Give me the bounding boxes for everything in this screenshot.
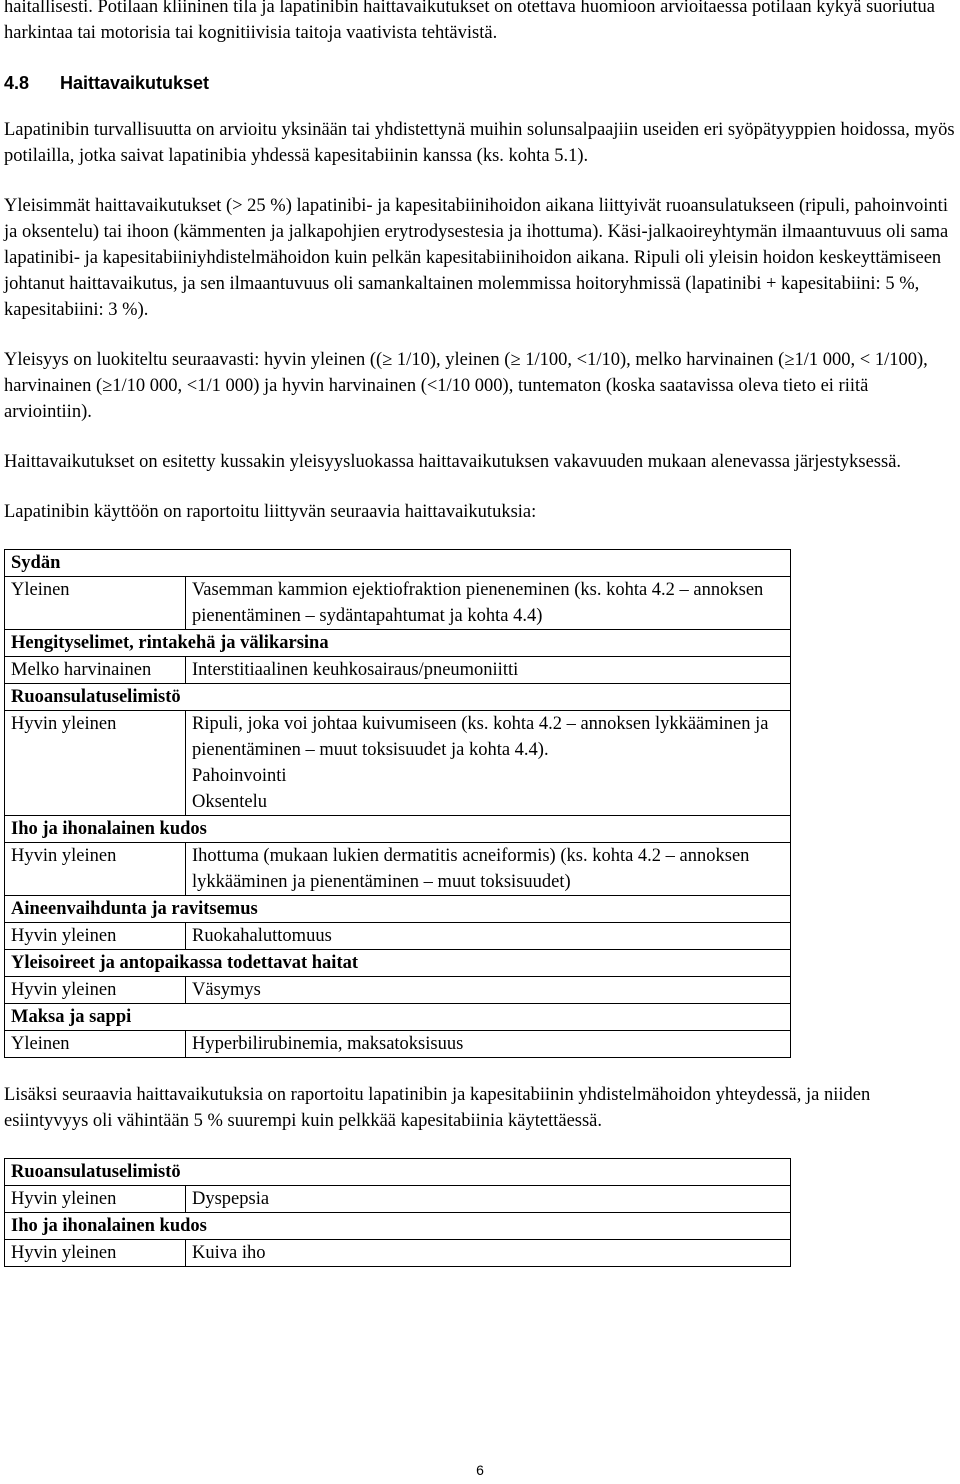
effect-item: Ihottuma (mukaan lukien dermatitis acneiformis) (ks. kohta 4.2 – annoksen lykkääminen ja pienentäminen – muut toksisuudet) <box>192 846 750 892</box>
frequency-cell: Yleinen <box>5 1031 186 1058</box>
category-row <box>5 1159 791 1186</box>
page-number: 6 <box>476 1462 484 1478</box>
adverse-effects-table <box>4 549 791 1058</box>
category-row <box>5 816 791 843</box>
intro-paragraph: haitallisesti. Potilaan kliininen tila ja lapatinibin haittavaikutukset on otettava huomioon arvioitaessa potilaan kykyä suoriutua harkintaa tai motorisia tai kognitiivisia taitoja vaativista tehtävistä. <box>4 0 935 43</box>
table-row <box>5 711 791 816</box>
frequency-cell: Hyvin yleinen <box>5 1240 186 1267</box>
table-row <box>5 657 791 684</box>
effect-cell <box>186 657 791 684</box>
table-row <box>5 1240 791 1267</box>
effect-item: Pahoinvointi <box>192 766 287 786</box>
paragraph-common-effects: Yleisimmät haittavaikutukset (> 25 %) lapatinibi- ja kapesitabiinihoidon aikana liittyivät ruoansulatukseen (ripuli, pahoinvointi ja oksentelu) tai ihoon (kämmenten ja jalkapohjien erytrodysestesia ja ihottuma). Käsi-jalkaoireyhtymän ilmaantuvuus oli sama lapatinibi- ja kapesitabiiniyhdistelmähoidon kuin pelkän kapesitabiinihoidon aikana. Ripuli oli yleisin hoidon keskeyttämiseen johtanut haittavaikutus, ja sen ilmaantuvuus oli samankaltainen molemmissa hoitoryhmissä (lapatinibi + kapesitabiini: 5 %, kapesitabiini: 3 %). <box>4 196 949 320</box>
table-row <box>5 843 791 896</box>
effect-item: Kuiva iho <box>192 1243 266 1263</box>
category-heading: Aineenvaihdunta ja ravitsemus <box>5 896 791 923</box>
section-number: 4.8 <box>4 73 30 93</box>
effect-cell <box>186 711 791 816</box>
effect-item: Hyperbilirubinemia, maksatoksisuus <box>192 1034 464 1054</box>
category-heading: Ruoansulatuselimistö <box>5 684 791 711</box>
table-row <box>5 977 791 1004</box>
combination-effects-table <box>4 1158 791 1267</box>
category-heading: Iho ja ihonalainen kudos <box>5 816 791 843</box>
effect-cell <box>186 1240 791 1267</box>
category-heading: Iho ja ihonalainen kudos <box>5 1213 791 1240</box>
effect-cell <box>186 843 791 896</box>
category-heading: Hengityselimet, rintakehä ja välikarsina <box>5 630 791 657</box>
table-row <box>5 923 791 950</box>
category-row <box>5 550 791 577</box>
frequency-cell: Melko harvinainen <box>5 657 186 684</box>
effect-cell <box>186 977 791 1004</box>
table-row <box>5 1031 791 1058</box>
category-heading: Ruoansulatuselimistö <box>5 1159 791 1186</box>
effect-cell <box>186 1031 791 1058</box>
effect-item: Vasemman kammion ejektiofraktion pieneneminen (ks. kohta 4.2 – annoksen pienentäminen – sydäntapahtumat ja kohta 4.4) <box>192 580 764 626</box>
effect-item: Ruokahaluttomuus <box>192 926 332 946</box>
category-row <box>5 1213 791 1240</box>
paragraph-safety: Lapatinibin turvallisuutta on arvioitu yksinään tai yhdistettynä muihin solunsalpaajiin useiden eri syöpätyyppien hoidossa, myös potilailla, jotka saivat lapatinibia yhdessä kapesitabiinin kanssa (ks. kohta 5.1). <box>4 120 955 166</box>
effect-item: Oksentelu <box>192 792 268 812</box>
effect-item: Väsymys <box>192 980 261 1000</box>
effect-cell <box>186 577 791 630</box>
category-row <box>5 896 791 923</box>
effect-item: Dyspepsia <box>192 1189 270 1209</box>
paragraph-table-intro: Lapatinibin käyttöön on raportoitu liittyvän seuraavia haittavaikutuksia: <box>4 502 537 522</box>
frequency-cell: Hyvin yleinen <box>5 711 186 816</box>
frequency-cell: Hyvin yleinen <box>5 1186 186 1213</box>
frequency-cell: Hyvin yleinen <box>5 923 186 950</box>
frequency-cell: Hyvin yleinen <box>5 977 186 1004</box>
effect-cell <box>186 923 791 950</box>
table-row <box>5 577 791 630</box>
category-heading: Sydän <box>5 550 791 577</box>
section-heading <box>4 70 956 96</box>
category-heading: Yleisoireet ja antopaikassa todettavat haitat <box>5 950 791 977</box>
category-row <box>5 684 791 711</box>
effect-item: Ripuli, joka voi johtaa kuivumiseen (ks. kohta 4.2 – annoksen lykkääminen ja pienentäminen – muut toksisuudet ja kohta 4.4). <box>192 714 769 760</box>
frequency-cell: Yleinen <box>5 577 186 630</box>
paragraph-frequency-definition: Yleisyys on luokiteltu seuraavasti: hyvin yleinen ((≥ 1/10), yleinen (≥ 1/100, <1/10), melko harvinainen (≥1/1 000, < 1/100), harvinainen (≥1/10 000, <1/1 000) ja hyvin harvinainen (<1/10 000), tuntematon (koska saatavissa oleva tieto ei riitä arviointiin). <box>4 350 928 422</box>
table-row <box>5 1186 791 1213</box>
section-title: Haittavaikutukset <box>60 73 210 93</box>
paragraph-combination-effects: Lisäksi seuraavia haittavaikutuksia on raportoitu lapatinibin ja kapesitabiinin yhdistelmähoidon yhteydessä, ja niiden esiintyvyys oli vähintään 5 % suurempi kuin pelkkää kapesitabiinia käytettäessä. <box>4 1085 871 1131</box>
document-page <box>4 0 956 1291</box>
paragraph-ordering: Haittavaikutukset on esitetty kussakin yleisyysluokassa haittavaikutuksen vakavuuden mukaan alenevassa järjestyksessä. <box>4 452 902 472</box>
frequency-cell: Hyvin yleinen <box>5 843 186 896</box>
category-row <box>5 1004 791 1031</box>
category-row <box>5 630 791 657</box>
effect-cell <box>186 1186 791 1213</box>
effect-item: Interstitiaalinen keuhkosairaus/pneumoniitti <box>192 660 519 680</box>
category-heading: Maksa ja sappi <box>5 1004 791 1031</box>
category-row <box>5 950 791 977</box>
